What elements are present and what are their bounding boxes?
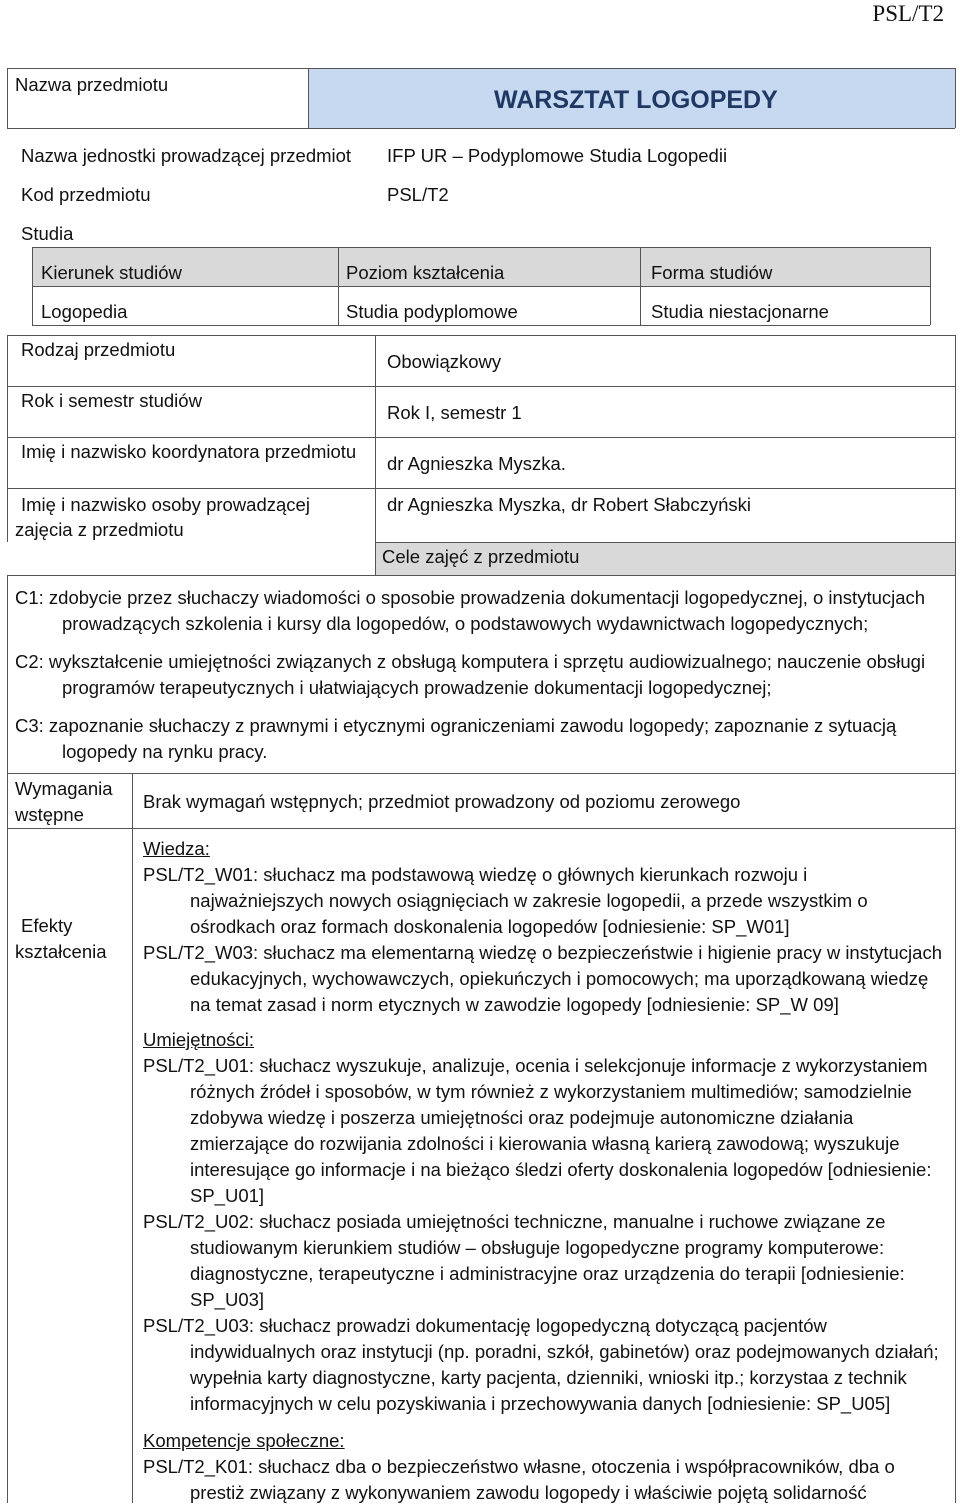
page-code: PSL/T2 [872, 1, 944, 26]
effect-w03-line3: na temat zasad i norm etycznych w zawodzie logopedy [odniesienie: SP_W 09] [190, 994, 839, 1015]
effect-u03-line2: indywidualnych oraz instytucji (np. poradni, szkół, gabinetów) oraz podejmowanych działań; [190, 1341, 939, 1362]
goal-c3 [15, 713, 896, 765]
requirements-value: Brak wymagań wstępnych; przedmiot prowadzony od poziomu zerowego [143, 791, 741, 812]
effect-u01-line6: SP_U01] [190, 1185, 265, 1206]
skills-heading: Umiejętności: [143, 1029, 255, 1050]
effects-label-line1: Efekty [21, 915, 73, 936]
studia-label: Studia [21, 223, 74, 244]
knowledge-heading: Wiedza: [143, 838, 210, 859]
goal-c1-line1: C1: zdobycie przez słuchaczy wiadomości o sposobie prowadzenia dokumentacji logopedycznej, o instytucjach [15, 587, 926, 608]
effect-u02-line3: diagnostyczne, terapeutyczne i administracyjne oraz urządzenia do terapii [odniesienie: [190, 1263, 905, 1284]
studia-val-poziom: Studia podyplomowe [346, 301, 518, 322]
effect-k01-line2: prestiż związany z wykonywaniem zawodu logopedy i właściwie pojętą solidarność [190, 1482, 867, 1503]
unit-label: Nazwa jednostki prowadzącej przedmiot [21, 145, 352, 166]
effect-u01-line2: różnych źródeł i sposobów, w tym również z wykorzystaniem multimediów; samodzielnie [190, 1081, 912, 1102]
coordinator-label: Imię i nazwisko koordynatora przedmiotu [21, 441, 357, 462]
effect-w03-line1: PSL/T2_W03: słuchacz ma elementarną wiedzę o bezpieczeństwie i higienie pracy w instytucjach [143, 942, 942, 963]
goal-c1-line2: prowadzących szkolenia i kursy dla logopedów, o podstawowych wydawnictwach logopedycznych; [62, 613, 869, 634]
studia-col-kierunek: Kierunek studiów [41, 262, 182, 283]
goal-c1 [15, 585, 925, 637]
effect-w01-line3: ośrodkach oraz formach doskonalenia logopedów [odniesienie: SP_W01] [190, 916, 790, 937]
effect-u01-line3: zdobywa wiedzę i poszerza umiejętności oraz podejmuje autonomiczne działania [190, 1107, 854, 1128]
effect-u03-line1: PSL/T2_U03: słuchacz prowadzi dokumentację logopedyczną dotyczącą pacjentów [143, 1315, 827, 1336]
studia-col-poziom: Poziom kształcenia [346, 262, 505, 283]
teacher-value: dr Agnieszka Myszka, dr Robert Słabczyński [387, 494, 751, 515]
course-code-value: PSL/T2 [387, 184, 449, 205]
studia-val-forma: Studia niestacjonarne [651, 301, 829, 322]
effect-u02-line4: SP_U03] [190, 1289, 265, 1310]
goal-c2-line1: C2: wykształcenie umiejętności związanych z obsługą komputera i sprzętu audiowizualnego; nauczenie obsługi [15, 651, 926, 672]
type-label: Rodzaj przedmiotu [21, 339, 176, 360]
requirements-label-line2: wstępne [15, 804, 84, 825]
effect-w01-line1: PSL/T2_W01: słuchacz ma podstawową wiedzę o głównych kierunkach rozwoju i [143, 864, 808, 885]
effect-k01-line1: PSL/T2_K01: słuchacz dba o bezpieczeństwo własne, otoczenia i współpracowników, dba o [143, 1456, 895, 1477]
course-title: WARSZTAT LOGOPEDY [494, 86, 778, 114]
effect-u03-line3: wypełnia karty diagnostyczne, karty pacjenta, dzienniki, wnioski itp.; korzystaa z technik [190, 1367, 907, 1388]
effects-label-line2: kształcenia [15, 941, 107, 962]
effect-u01-line5: interesujące go informacje i na bieżąco śledzi oferty doskonalenia logopedów [odniesienie: [190, 1159, 932, 1180]
effect-u01-line1: PSL/T2_U01: słuchacz wyszukuje, analizuje, ocenia i selekcjonuje informacje z wykorzystaniem [143, 1055, 928, 1076]
goal-c3-line2: logopedy na rynku pracy. [62, 741, 268, 762]
year-value: Rok I, semestr 1 [387, 402, 522, 423]
requirements-label-line1: Wymagania [15, 778, 113, 799]
type-value: Obowiązkowy [387, 351, 502, 372]
goals-title: Cele zajęć z przedmiotu [382, 546, 580, 567]
social-heading: Kompetencje społeczne: [143, 1430, 345, 1451]
effect-u02-line1: PSL/T2_U02: słuchacz posiada umiejętności techniczne, manualne i ruchowe związane ze [143, 1211, 886, 1232]
effect-u02-line2: studiowanym kierunkiem studiów – obsługuje logopedyczne programy komputerowe: [190, 1237, 885, 1258]
effect-u01-line4: zmierzające do rozwijania zdolności i kierowania własną karierą zawodową; wyszukuje [190, 1133, 900, 1154]
studia-val-kierunek: Logopedia [41, 301, 128, 322]
effect-w03-line2: edukacyjnych, wychowawczych, opiekuńczych i pomocowych; ma uporządkowaną wiedzę [190, 968, 929, 989]
effect-u03-line4: informacyjnych w celu pozyskiwania i przechowywania danych [odniesienie: SP_U05] [190, 1393, 891, 1414]
effect-w01-line2: najważniejszych nowych osiągnięciach w zakresie logopedii, a przede wszystkim o [190, 890, 868, 911]
course-name-label: Nazwa przedmiotu [15, 74, 169, 95]
coordinator-value: dr Agnieszka Myszka. [387, 453, 566, 474]
goal-c3-line1: C3: zapoznanie słuchaczy z prawnymi i etycznymi ograniczeniami zawodu logopedy; zapoznanie z sytuacją [15, 715, 897, 736]
goal-c2-line2: programów terapeutycznych i ułatwiających prowadzenie dokumentacji logopedycznej; [62, 677, 772, 698]
studia-col-forma: Forma studiów [651, 262, 773, 283]
unit-value: IFP UR – Podyplomowe Studia Logopedii [387, 145, 728, 166]
goal-c2 [15, 649, 925, 701]
year-label: Rok i semestr studiów [21, 390, 202, 411]
effects-content [143, 836, 942, 1506]
teacher-label-line2: zajęcia z przedmiotu [15, 519, 184, 540]
course-code-label: Kod przedmiotu [21, 184, 151, 205]
teacher-label-line1: Imię i nazwisko osoby prowadzącej [21, 494, 310, 515]
